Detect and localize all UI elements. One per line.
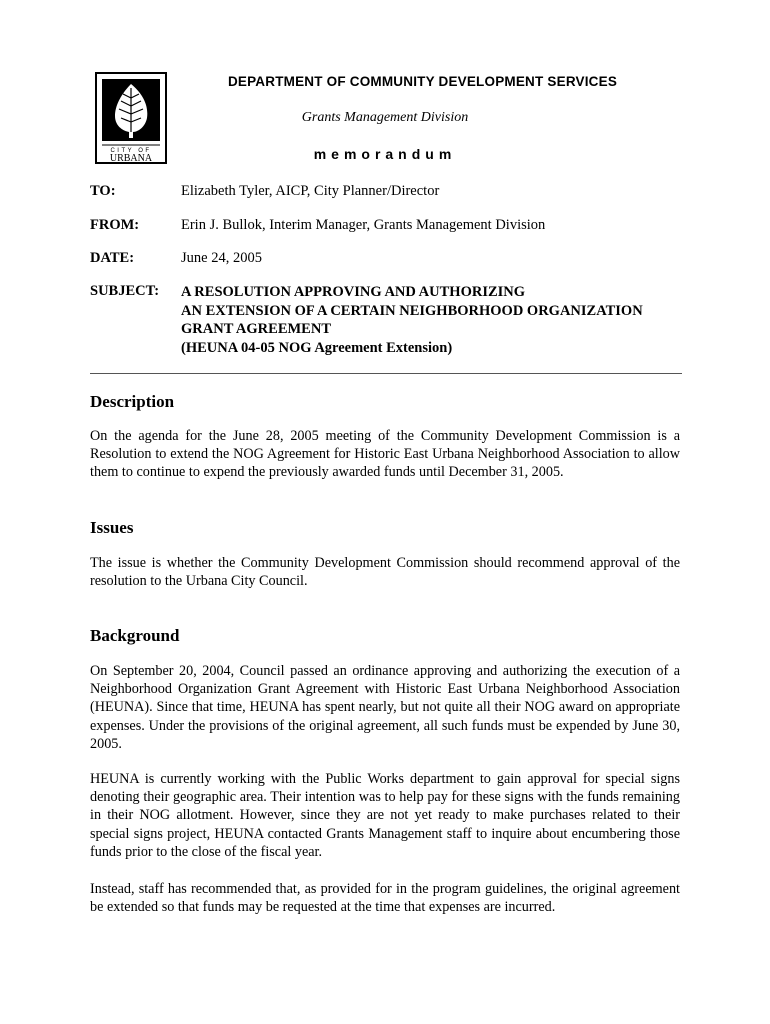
division-name: Grants Management Division xyxy=(301,110,469,125)
subject-line: AN EXTENSION OF A CERTAIN NEIGHBORHOOD ORGANIZATION xyxy=(181,302,643,319)
subject-label: SUBJECT: xyxy=(90,283,160,299)
background-heading: Background xyxy=(90,626,180,645)
department-heading: DEPARTMENT OF COMMUNITY DEVELOPMENT SERVICES xyxy=(227,74,618,89)
to-label: TO: xyxy=(90,183,116,199)
header-divider xyxy=(90,373,682,374)
background-paragraph-3: Instead, staff has recommended that, as provided for in the program guidelines, the original agreement be extended so that funds may be requested at the time that expenses are incurred. xyxy=(90,881,680,916)
from-label: FROM: xyxy=(90,217,140,233)
issues-heading: Issues xyxy=(90,518,134,537)
subject-line: (HEUNA 04-05 NOG Agreement Extension) xyxy=(181,339,453,356)
subject-line: A RESOLUTION APPROVING AND AUTHORIZING xyxy=(181,284,526,300)
background-paragraph-1: On September 20, 2004, Council passed an ordinance approving and authorizing the execution of a Neighborhood Organization Grant Agreement with Historic East Urbana Neighborhood Association (HEUNA). Since that time, HEUNA has spent nearly, but not quite all their NOG award on appropriate expenses. Under the provisions of the original agreement, all such funds must be expended by June 30, 2005. xyxy=(90,663,680,752)
date-value: June 24, 2005 xyxy=(181,250,262,266)
description-paragraph: On the agenda for the June 28, 2005 meeting of the Community Development Commission is a Resolution to extend the NOG Agreement for Historic East Urbana Neighborhood Association to allow them to continue to expend the previously awarded funds until December 31, 2005. xyxy=(90,428,680,481)
svg-text:URBANA: URBANA xyxy=(109,153,153,162)
svg-text:CITY OF: CITY OF xyxy=(110,148,152,154)
city-of-urbana-logo xyxy=(95,72,167,164)
date-label: DATE: xyxy=(90,250,135,266)
memorandum-label: memorandum xyxy=(313,146,457,162)
subject-text xyxy=(181,283,681,357)
issues-paragraph: The issue is whether the Community Development Commission should recommend approval of the resolution to the Urbana City Council. xyxy=(90,555,680,590)
from-value: Erin J. Bullok, Interim Manager, Grants Management Division xyxy=(181,217,546,233)
description-heading: Description xyxy=(90,392,175,411)
background-paragraph-2: HEUNA is currently working with the Public Works department to gain approval for special signs denoting their geographic area. Their intention was to help pay for these signs with the funds remaining in their NOG allotment. However, since they are not yet ready to make purchases related to their special signs project, HEUNA contacted Grants Management staff to inquire about encumbering those funds prior to the close of the fiscal year. xyxy=(90,771,680,860)
to-value: Elizabeth Tyler, AICP, City Planner/Director xyxy=(181,183,440,199)
subject-line: GRANT AGREEMENT xyxy=(181,321,331,337)
tree-icon xyxy=(97,74,165,162)
